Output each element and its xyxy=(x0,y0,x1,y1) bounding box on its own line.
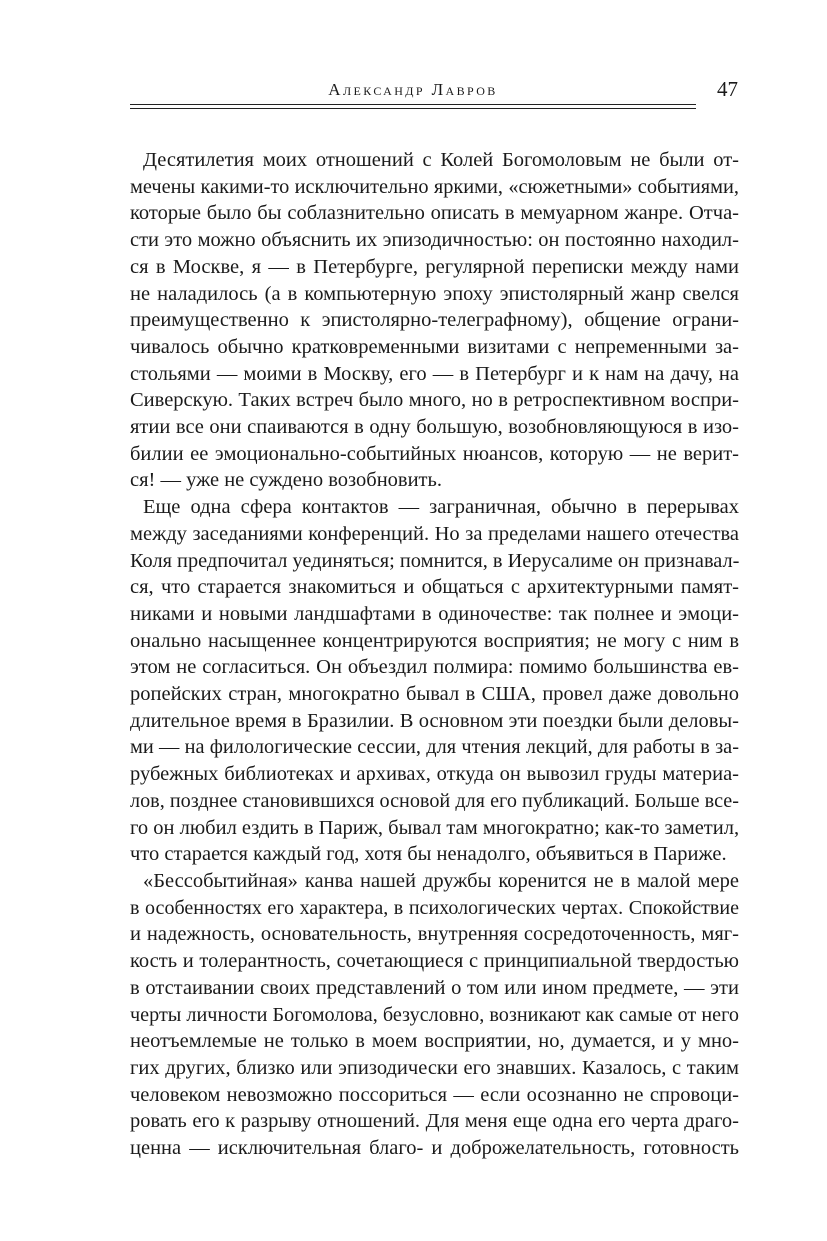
text-line: человеком невозможно поссориться — если осознанно не спровоци- xyxy=(130,1083,739,1106)
paragraph xyxy=(117,494,739,868)
paragraph xyxy=(117,147,739,494)
text-line: этом не согласиться. Он объездил полмира: помимо большинства ев- xyxy=(130,656,739,679)
text-line: в особенностях его характера, в психологических чертах. Спокойствие xyxy=(130,896,739,919)
text-line: Коля предпочитал уединяться; помнится, в Иерусалиме он признавал- xyxy=(130,549,740,572)
text-line: ценна — исключительная благо- и доброжелательность, готовность xyxy=(130,1137,739,1160)
text-line: ми — на филологические сессии, для чтения лекций, для работы в за- xyxy=(130,736,739,759)
text-line: рубежных библиотеках и архивах, откуда он вывозил груды материа- xyxy=(130,763,739,786)
text-line: Еще одна сфера контактов — заграничная, обычно в перерывах xyxy=(143,496,739,519)
text-line: что старается каждый год, хотя бы ненадолго, объявиться в Париже. xyxy=(130,843,727,866)
text-line: ровать его к разрыву отношений. Для меня еще одна его черта драго- xyxy=(130,1110,739,1133)
text-line: онально насыщеннее концентрируются восприятия; не могу с ним в xyxy=(130,629,739,652)
header-rule-bottom xyxy=(130,108,696,109)
text-line: не наладилось (а в компьютерную эпоху эпистолярный жанр свелся xyxy=(130,282,739,305)
text-line: «Бессобытийная» канва нашей дружбы коренится не в малой мере xyxy=(143,869,739,892)
text-line: ропейских стран, многократно бывал в США, провел даже довольно xyxy=(130,683,739,706)
text-line: билии ее эмоционально-событийных нюансов, которую — не верит- xyxy=(130,442,739,465)
text-line: и надежность, основательность, внутренняя сосредоточенность, мяг- xyxy=(130,923,739,946)
text-line: Сиверскую. Таких встреч было много, но в ретроспективном воспри- xyxy=(130,389,739,412)
text-line: ся, что старается знакомиться и общаться с архитектурными памят- xyxy=(130,576,739,599)
running-head-author: Александр Лавров xyxy=(328,80,498,99)
text-line: лов, позднее становившихся основой для его публикаций. Больше все- xyxy=(130,789,739,812)
text-line: ятии все они спаиваются в одну большую, возобновляющуюся в изо- xyxy=(130,416,739,439)
text-line: сти это можно объяснить их эпизодичностью: он постоянно находил- xyxy=(130,229,739,252)
body-text xyxy=(117,147,739,1162)
header-rule-top xyxy=(130,104,696,105)
text-line: в отстаивании своих представлений о том или ином предмете, — эти xyxy=(130,976,739,999)
text-line: между заседаниями конференций. Но за пределами нашего отечества xyxy=(130,522,739,545)
text-line: мечены какими-то исключительно яркими, «сюжетными» событиями, xyxy=(130,175,739,198)
text-line: стольями — моими в Москву, его — в Петербург и к нам на дачу, на xyxy=(130,362,739,385)
text-line: Десятилетия моих отношений с Колей Богомоловым не были от- xyxy=(143,149,739,171)
text-line: никами и новыми ландшафтами в одиночестве: так полнее и эмоци- xyxy=(130,602,739,625)
text-line: ся! — уже не суждено возобновить. xyxy=(130,469,442,492)
text-line: неотъемлемые не только в моем восприятии, но, думается, и у мно- xyxy=(130,1030,739,1053)
text-line: преимущественно к эпистолярно-телеграфному), общение ограни- xyxy=(130,309,739,332)
text-line: черты личности Богомолова, безусловно, возникают как самые от него xyxy=(130,1003,739,1026)
running-head xyxy=(130,78,738,104)
text-line: гих других, близко или эпизодически его знавших. Казалось, с таким xyxy=(130,1056,739,1079)
text-line: длительное время в Бразилии. В основном эти поездки были деловы- xyxy=(130,709,739,732)
text-line: кость и толерантность, сочетающиеся с принципиальной твердостью xyxy=(130,950,739,973)
text-line: ся в Москве, я — в Петербурге, регулярной переписки между нами xyxy=(130,255,739,278)
text-line: го он любил ездить в Париж, бывал там многократно; как-то заметил, xyxy=(130,816,740,839)
text-line: чивалось обычно кратковременными визитами с непременными за- xyxy=(130,335,739,358)
text-line: которые было бы соблазнительно описать в мемуарном жанре. Отча- xyxy=(130,202,739,225)
page-number: 47 xyxy=(717,77,738,101)
paragraph xyxy=(117,868,739,1162)
